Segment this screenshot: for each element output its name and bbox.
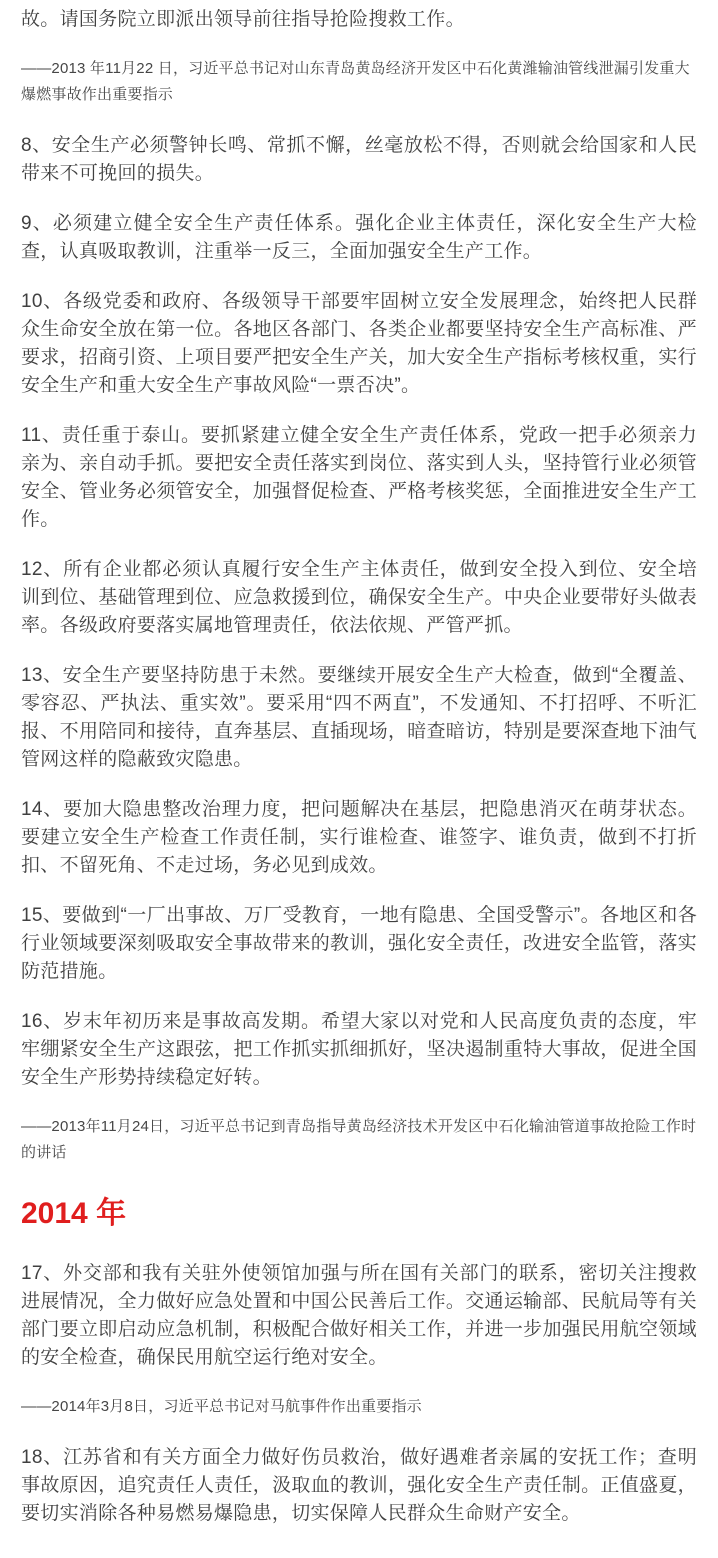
paragraph-8: 8、安全生产必须警钟长鸣、常抓不懈，丝毫放松不得，否则就会给国家和人民带来不可挽回的损失。 xyxy=(21,135,697,184)
paragraph-13: 13、安全生产要坚持防患于未然。要继续开展安全生产大检查，做到“全覆盖、零容忍、严执法、重实效”。要采用“四不两直”，不发通知、不打招呼、不听汇报、不用陪同和接待，直奔基层、直插现场，暗查暗访，特别是要深查地下油气管网这样的隐蔽致灾隐患。 xyxy=(21,665,697,770)
citation-2013-11-22: ——2013 年11月22 日，习近平总书记对山东青岛黄岛经济开发区中石化黄潍输油管线泄漏引发重大爆燃事故作出重要指示 xyxy=(21,60,690,103)
year-heading-2014: 2014 年 xyxy=(21,1197,127,1230)
citation-2013-11-24: ——2013年11月24日，习近平总书记到青岛指导黄岛经济技术开发区中石化输油管道事故抢险工作时的讲话 xyxy=(21,1118,697,1161)
paragraph-14: 14、要加大隐患整改治理力度，把问题解决在基层，把隐患消灭在萌芽状态。要建立安全生产检查工作责任制，实行谁检查、谁签字、谁负责，做到不打折扣、不留死角、不走过场，务必见到成效。 xyxy=(21,799,697,876)
paragraph-9: 9、必须建立健全安全生产责任体系。强化企业主体责任，深化安全生产大检查，认真吸取教训，注重举一反三，全面加强安全生产工作。 xyxy=(21,213,697,262)
paragraph-10: 10、各级党委和政府、各级领导干部要牢固树立安全发展理念，始终把人民群众生命安全放在第一位。各地区各部门、各类企业都要坚持安全生产高标准、严要求，招商引资、上项目要严把安全生产关，加大安全生产指标考核权重，实行安全生产和重大安全生产事故风险“一票否决”。 xyxy=(21,291,697,396)
paragraph-12: 12、所有企业都必须认真履行安全生产主体责任，做到安全投入到位、安全培训到位、基础管理到位、应急救援到位，确保安全生产。中央企业要带好头做表率。各级政府要落实属地管理责任，依法依规、严管严抓。 xyxy=(21,559,697,636)
paragraph-16: 16、岁末年初历来是事故高发期。希望大家以对党和人民高度负责的态度，牢牢绷紧安全生产这跟弦，把工作抓实抓细抓好，坚决遏制重特大事故，促进全国安全生产形势持续稳定好转。 xyxy=(21,1011,697,1088)
paragraph-11: 11、责任重于泰山。要抓紧建立健全安全生产责任体系，党政一把手必须亲力亲为、亲自动手抓。要把安全责任落实到岗位、落实到人头，坚持管行业必须管安全、管业务必须管安全，加强督促检查、严格考核奖惩，全面推进安全生产工作。 xyxy=(21,425,697,530)
citation-2014-3-8: ——2014年3月8日，习近平总书记对马航事件作出重要指示 xyxy=(21,1398,422,1415)
paragraph-17: 17、外交部和我有关驻外使领馆加强与所在国有关部门的联系，密切关注搜救进展情况，全力做好应急处置和中国公民善后工作。交通运输部、民航局等有关部门要立即启动应急机制，积极配合做好相关工作，并进一步加强民用航空领域的安全检查，确保民用航空运行绝对安全。 xyxy=(21,1263,697,1368)
paragraph-7-continuation: 故。请国务院立即派出领导前往指导抢险搜救工作。 xyxy=(21,9,465,30)
paragraph-15: 15、要做到“一厂出事故、万厂受教育，一地有隐患、全国受警示”。各地区和各行业领域要深刻吸取安全事故带来的教训，强化安全责任，改进安全监管，落实防范措施。 xyxy=(21,905,697,982)
paragraph-18: 18、江苏省和有关方面全力做好伤员救治，做好遇难者亲属的安抚工作；查明事故原因，追究责任人责任，汲取血的教训，强化安全生产责任制。正值盛夏，要切实消除各种易燃易爆隐患，切实保障人民群众生命财产安全。 xyxy=(21,1447,697,1524)
